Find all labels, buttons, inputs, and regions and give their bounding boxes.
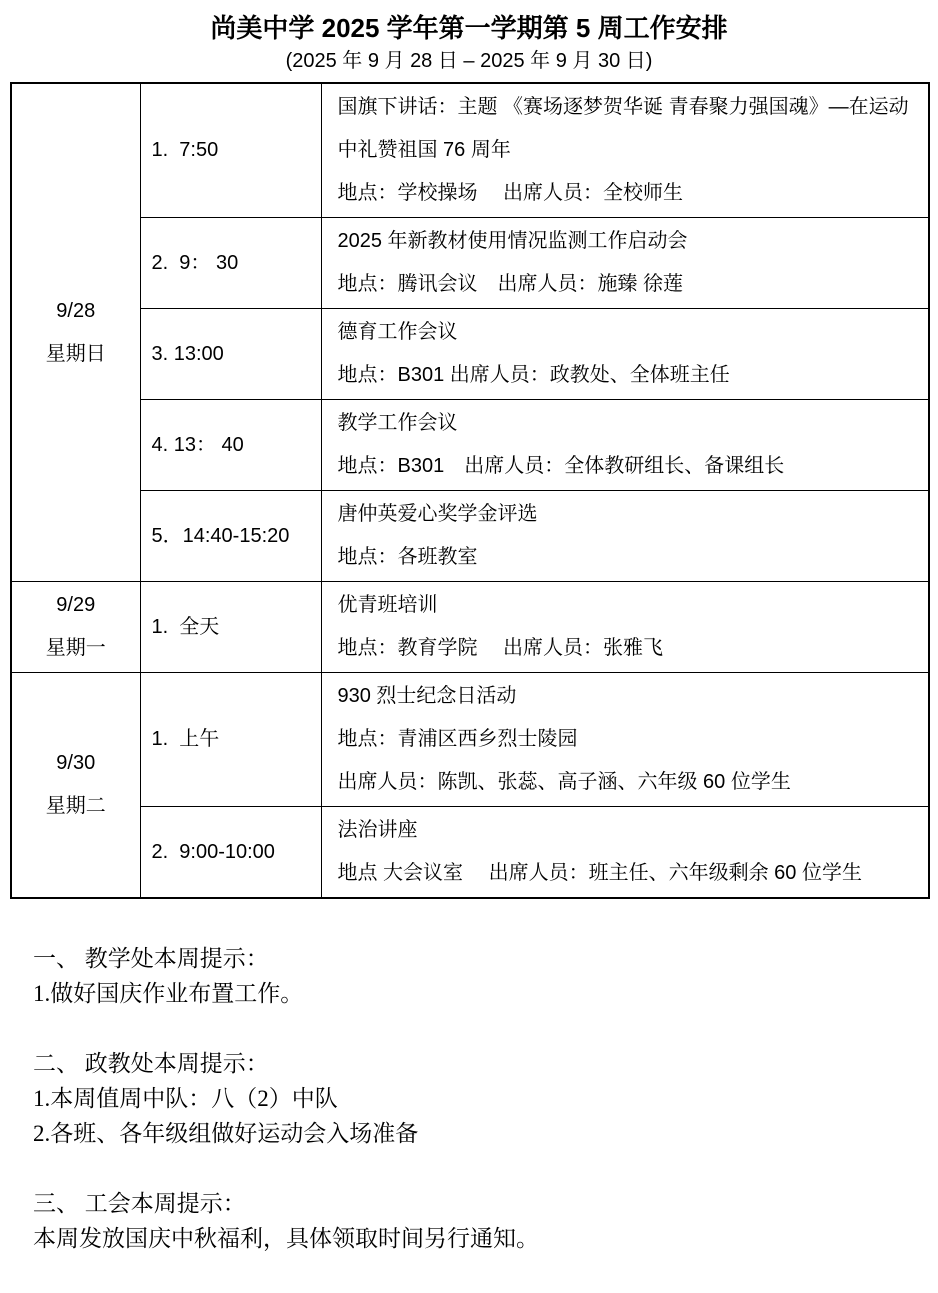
- day-date: 9/30: [56, 752, 96, 774]
- table-row: [11, 807, 929, 899]
- activity-line: 优青班培训: [337, 594, 438, 616]
- table-row: [11, 491, 929, 582]
- activity-line: 地点：学校操场 出席人员：全校师生: [337, 182, 684, 204]
- activity-line: 地点：腾讯会议 出席人员：施臻 徐莲: [337, 273, 684, 295]
- table-row: [11, 400, 929, 491]
- activity-line: 教学工作会议: [337, 412, 458, 434]
- time-cell: 2. 9： 30: [140, 218, 321, 309]
- table-row: [11, 218, 929, 309]
- activity-line: 地点：B301 出席人员：全体教研组长、备课组长: [337, 455, 785, 477]
- activity-line: 地点：青浦区西乡烈士陵园: [337, 728, 578, 750]
- day-weekday: 星期日: [45, 342, 106, 365]
- weekly-schedule-table: [10, 82, 930, 899]
- note-section-labor-union: [33, 1186, 938, 1256]
- note-line: 1.本周值周中队：八（2）中队: [33, 1086, 338, 1111]
- activity-line: 地点 大会议室 出席人员：班主任、六年级剩余 60 位学生: [337, 862, 862, 884]
- activity-cell: [321, 309, 929, 400]
- time-cell: 1. 全天: [140, 582, 321, 673]
- note-section-moral-education-office: [33, 1046, 938, 1151]
- table-row: [11, 673, 929, 807]
- table-row: [11, 309, 929, 400]
- activity-cell: [321, 83, 929, 218]
- activity-cell: [321, 491, 929, 582]
- table-row: [11, 582, 929, 673]
- day-cell-928: [11, 83, 140, 582]
- activity-line: 930 烈士纪念日活动: [337, 685, 517, 707]
- note-line: 本周发放国庆中秋福利，具体领取时间另行通知。: [33, 1226, 539, 1251]
- time-cell: 1. 7:50: [140, 83, 321, 218]
- page-subtitle: (2025 年 9 月 28 日 – 2025 年 9 月 30 日): [285, 50, 653, 72]
- activity-line: 德育工作会议: [337, 321, 458, 343]
- activity-line: 国旗下讲话：主题 《赛场逐梦贺华诞 青春聚力强国魂》—在运动中礼赞祖国 76 周年: [337, 96, 909, 161]
- note-line: 2.各班、各年级组做好运动会入场准备: [33, 1121, 419, 1146]
- time-cell: 4. 13： 40: [140, 400, 321, 491]
- table-row: [11, 83, 929, 218]
- activity-line: 出席人员：陈凯、张蕊、高子涵、六年级 60 位学生: [337, 771, 791, 793]
- activity-line: 地点：各班教室: [337, 546, 478, 568]
- activity-line: 地点：B301 出席人员：政教处、全体班主任: [337, 364, 730, 386]
- day-weekday: 星期二: [45, 795, 106, 817]
- page-title: 尚美中学 2025 学年第一学期第 5 周工作安排: [210, 13, 728, 43]
- activity-line: 唐仲英爱心奖学金评选: [337, 503, 538, 525]
- activity-cell: [321, 400, 929, 491]
- day-date: 9/29: [56, 594, 96, 616]
- time-cell: 2. 9:00-10:00: [140, 807, 321, 899]
- note-heading: 三、 工会本周提示：: [33, 1191, 246, 1216]
- day-weekday: 星期一: [45, 637, 106, 659]
- activity-cell: [321, 218, 929, 309]
- time-cell: 3. 13:00: [140, 309, 321, 400]
- activity-cell: [321, 807, 929, 899]
- note-heading: 二、 政教处本周提示：: [33, 1051, 269, 1076]
- time-cell: 5．14:40-15:20: [140, 491, 321, 582]
- note-heading: 一、 教学处本周提示：: [33, 946, 269, 971]
- activity-line: 地点：教育学院 出席人员：张雅飞: [337, 637, 664, 659]
- activity-line: 2025 年新教材使用情况监测工作启动会: [337, 230, 688, 252]
- note-line: 1.做好国庆作业布置工作。: [33, 981, 304, 1006]
- day-date: 9/28: [56, 299, 96, 322]
- weekly-notes: [33, 941, 938, 1256]
- day-cell-930: [11, 673, 140, 899]
- day-cell-929: [11, 582, 140, 673]
- time-cell: 1. 上午: [140, 673, 321, 807]
- activity-cell: [321, 673, 929, 807]
- activity-cell: [321, 582, 929, 673]
- activity-line: 法治讲座: [337, 819, 418, 841]
- note-section-teaching-office: [33, 941, 938, 1011]
